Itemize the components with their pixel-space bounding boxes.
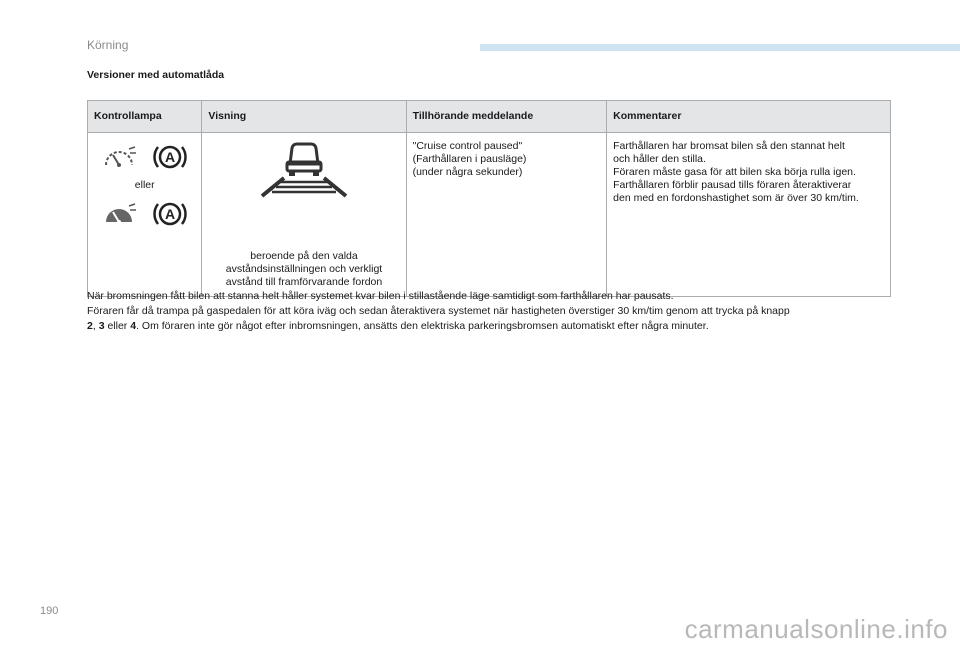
- visning-cell: [202, 133, 406, 297]
- comment-line: Farthållaren förblir pausad tills föraren återaktiverar: [613, 179, 852, 191]
- visning-caption: [208, 250, 399, 289]
- comment-line: den med en fordonshastighet som är över 30 km/tim.: [613, 192, 859, 204]
- speedometer-filled-icon: [102, 200, 138, 228]
- table-header-row: [88, 101, 891, 133]
- meddelande-cell: [406, 133, 607, 297]
- auto-hold-a-icon: [152, 198, 188, 230]
- svg-text:A: A: [164, 149, 175, 165]
- body-text-span: ,: [92, 320, 99, 332]
- table-row: [88, 133, 891, 297]
- kontrollampa-cell: [88, 133, 202, 297]
- vehicle-distance-icon: [254, 142, 354, 198]
- comment-line: Farthållaren har bromsat bilen så den stannat helt: [613, 140, 845, 152]
- kommentarer-cell: [607, 133, 891, 297]
- header-visning: Visning: [202, 101, 406, 133]
- info-table: [87, 100, 891, 297]
- message-line: "Cruise control paused": [412, 140, 523, 152]
- body-paragraph: När bromsningen fått bilen att stanna helt håller systemet kvar bilen i stillastående läge samtidigt som farthållaren har pausats.: [87, 290, 674, 302]
- message-line: (under några sekunder): [412, 166, 523, 178]
- header-kommentarer: Kommentarer: [607, 101, 891, 133]
- header-kontrollampa: Kontrollampa: [88, 101, 202, 133]
- button-ref-2: 2: [87, 320, 93, 332]
- body-text-span: Föraren får då trampa på gaspedalen för att köra iväg och sedan återaktivera systemet när hastigheten överstiger 30 km/tim genom att trycka på knapp: [87, 305, 790, 317]
- header-bar: [480, 44, 960, 51]
- message-line: (Farthållaren i pausläge): [412, 153, 527, 165]
- eller-label: eller: [134, 179, 155, 191]
- page-number: 190: [40, 605, 59, 617]
- button-ref-4: 4: [130, 320, 137, 332]
- watermark: carmanualsonline.info: [684, 614, 948, 644]
- section-label: Körning: [87, 38, 129, 52]
- body-text-span: eller: [104, 320, 131, 332]
- body-text: [87, 289, 892, 334]
- auto-hold-a-icon: [152, 141, 188, 173]
- body-text-span: . Om föraren inte gör något efter inbromsningen, ansätts den elektriska parkeringsbromsen automatiskt efter några minuter.: [136, 320, 709, 332]
- body-paragraph: [87, 304, 892, 334]
- comment-line: och håller den stilla.: [613, 153, 706, 165]
- header-meddelande: Tillhörande meddelande: [406, 101, 607, 133]
- visning-caption-line: avståndsinställningen och verkligt: [225, 263, 383, 275]
- comment-line: Föraren måste gasa för att bilen ska börja rulla igen.: [613, 166, 856, 178]
- speedometer-outline-icon: [102, 143, 138, 171]
- subtitle: Versioner med automatlåda: [87, 69, 225, 81]
- button-ref-3: 3: [98, 320, 105, 332]
- visning-caption-line: avstånd till framförvarande fordon: [225, 276, 383, 288]
- visning-caption-line: beroende på den valda: [250, 250, 358, 262]
- svg-text:A: A: [164, 206, 175, 222]
